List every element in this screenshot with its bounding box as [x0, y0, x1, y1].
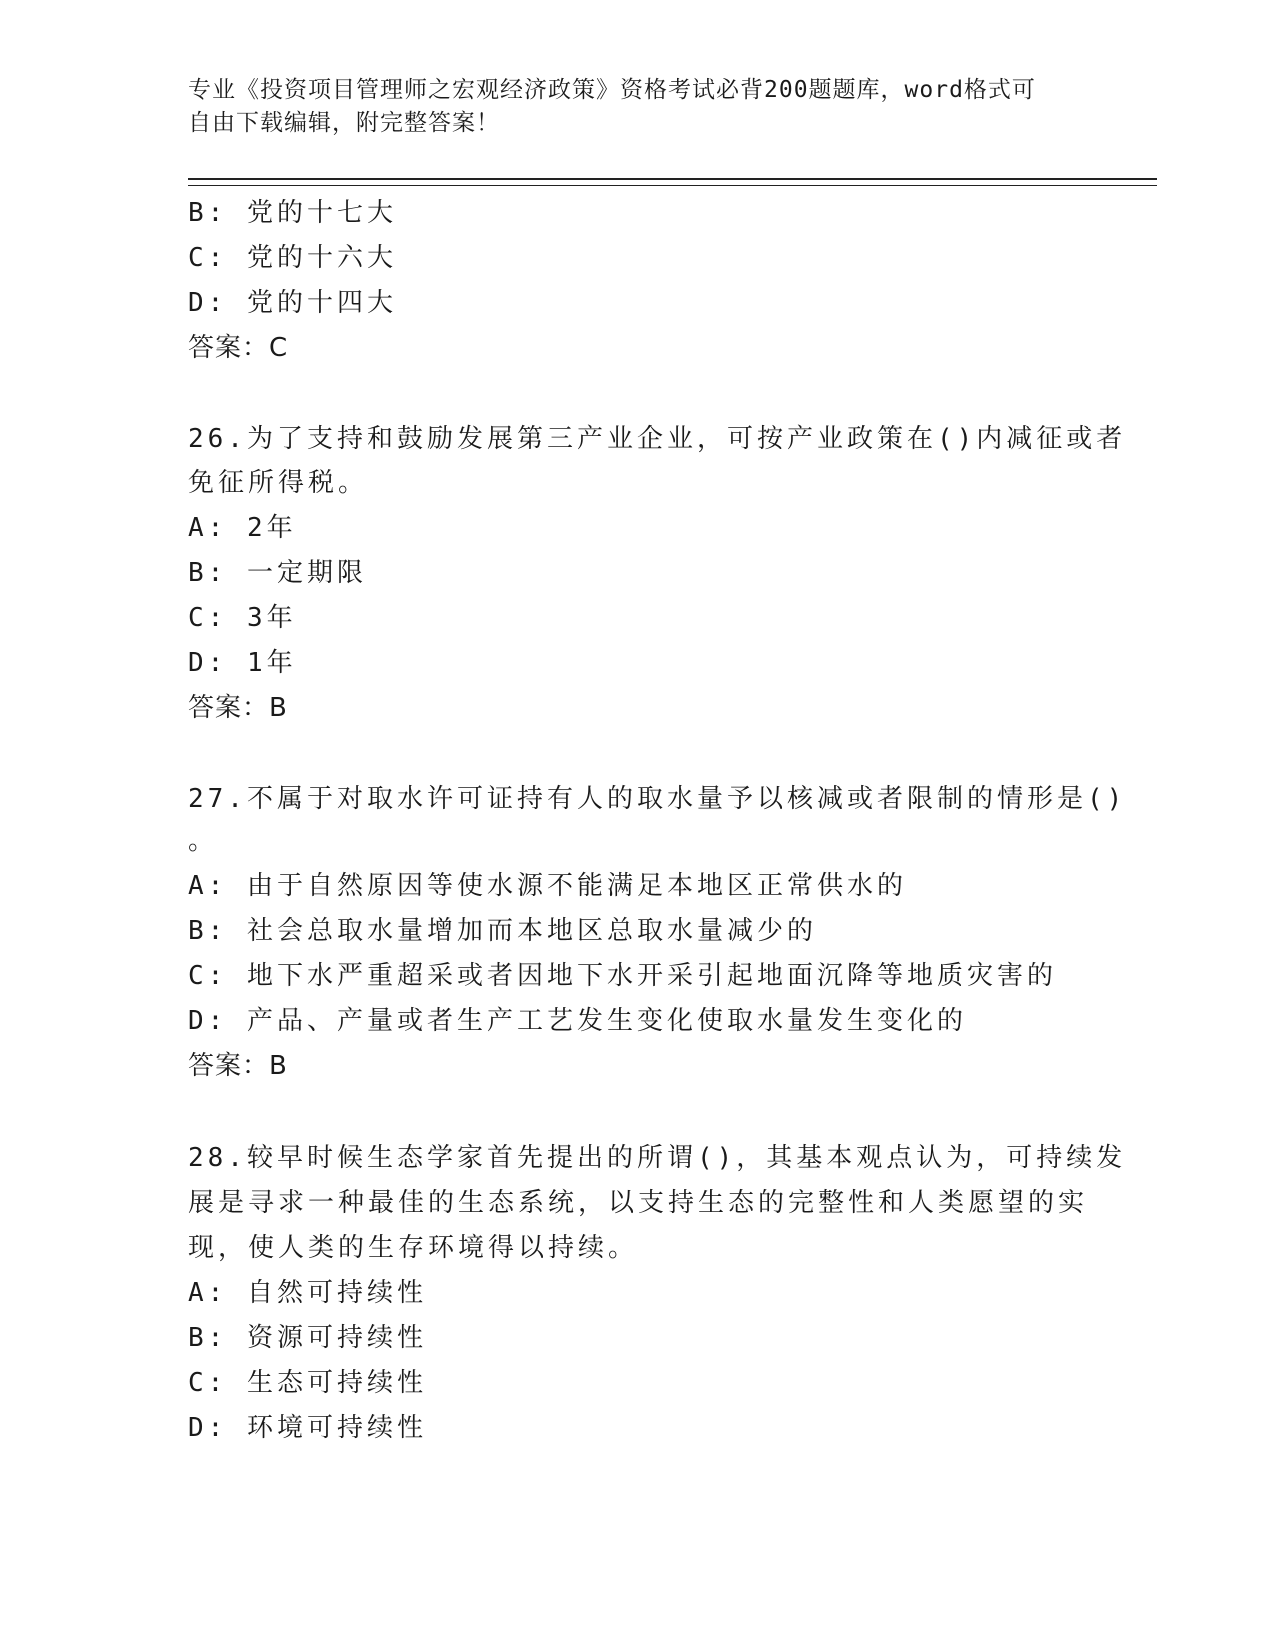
q28-stem-line-2: 展是寻求一种最佳的生态系统，以支持生态的完整性和人类愿望的实 — [188, 1188, 1089, 1218]
q26-option-d: D: 1年 — [188, 648, 297, 678]
q26-stem-line-2: 免征所得税。 — [188, 468, 369, 498]
q26-option-b: B: 一定期限 — [188, 558, 367, 588]
q25-option-d: D: 党的十四大 — [188, 288, 397, 318]
q28-option-c: C: 生态可持续性 — [188, 1368, 427, 1398]
q27-stem-line-2: 。 — [188, 826, 219, 856]
q26-stem-line-1: 26.为了支持和鼓励发展第三产业企业，可按产业政策在()内减征或者 — [188, 424, 1127, 454]
q25-option-b: B: 党的十七大 — [188, 198, 397, 228]
q27-option-c: C: 地下水严重超采或者因地下水开采引起地面沉降等地质灾害的 — [188, 961, 1057, 991]
header-title-line-2: 自由下载编辑，附完整答案！ — [188, 110, 500, 136]
q28-option-b: B: 资源可持续性 — [188, 1323, 427, 1353]
q28-stem-line-1: 28.较早时候生态学家首先提出的所谓()，其基本观点认为，可持续发 — [188, 1143, 1127, 1173]
q28-option-a: A: 自然可持续性 — [188, 1278, 427, 1308]
q27-option-a: A: 由于自然原因等使水源不能满足本地区正常供水的 — [188, 871, 907, 901]
header-divider — [188, 178, 1157, 186]
q26-option-c: C: 3年 — [188, 603, 297, 633]
q25-answer: 答案：C — [188, 333, 289, 363]
q26-option-a: A: 2年 — [188, 513, 297, 543]
q27-option-b: B: 社会总取水量增加而本地区总取水量减少的 — [188, 916, 817, 946]
q27-option-d: D: 产品、产量或者生产工艺发生变化使取水量发生变化的 — [188, 1006, 967, 1036]
q27-stem-line-1: 27.不属于对取水许可证持有人的取水量予以核减或者限制的情形是() — [188, 784, 1127, 814]
q26-answer: 答案：B — [188, 693, 288, 723]
q27-answer: 答案：B — [188, 1051, 288, 1081]
q25-option-c: C: 党的十六大 — [188, 243, 397, 273]
document-header — [188, 74, 1068, 140]
header-title-line-1: 专业《投资项目管理师之宏观经济政策》资格考试必背200题题库，word格式可 — [188, 77, 1036, 103]
q28-stem-line-3: 现，使人类的生存环境得以持续。 — [188, 1233, 639, 1263]
q28-option-d: D: 环境可持续性 — [188, 1413, 427, 1443]
